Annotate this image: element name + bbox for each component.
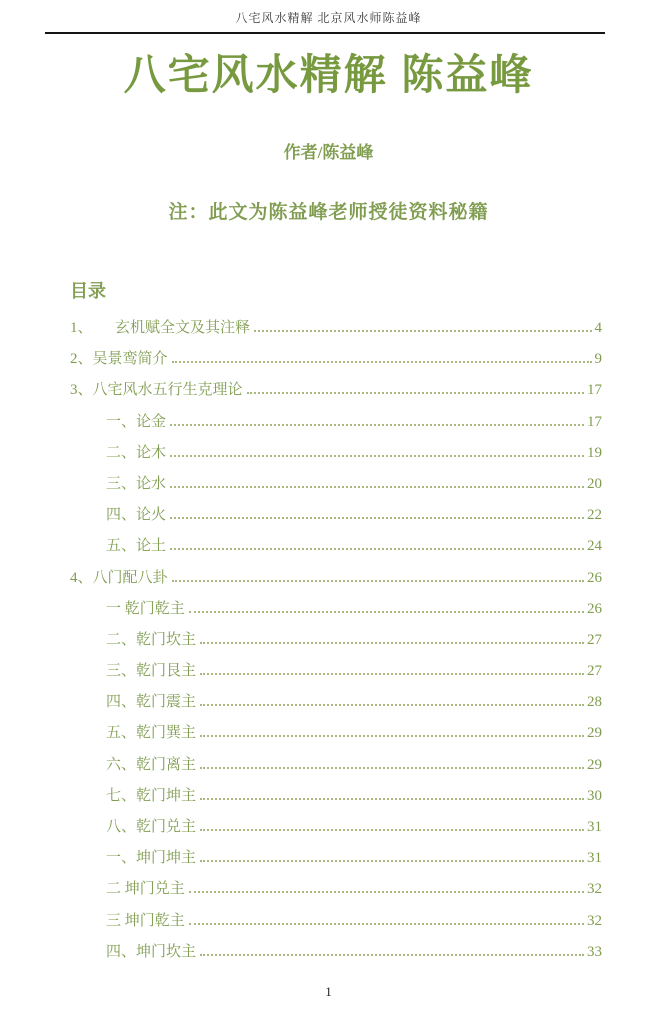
toc-entry-label: 二、乾门坎主	[106, 631, 197, 648]
toc-entry-label: 一、坤门坤主	[106, 850, 197, 867]
toc-entry-label: 三、乾门艮主	[106, 663, 197, 680]
toc-entry	[70, 344, 602, 375]
toc-entry-label: 一 乾门乾主	[106, 600, 185, 617]
page-number: 1	[325, 984, 332, 999]
toc-dotted-leader	[254, 328, 591, 332]
page-footer	[0, 983, 657, 1001]
toc-dotted-leader	[189, 609, 584, 613]
toc-entry-page-number: 24	[587, 538, 602, 555]
toc-dotted-leader	[200, 640, 584, 644]
toc-entry-label: 四、坤门坎主	[106, 943, 197, 960]
header-rule	[45, 32, 605, 34]
toc-entry-page-number: 26	[587, 600, 602, 617]
toc-dotted-leader	[170, 515, 584, 519]
toc-entry-label: 五、乾门巽主	[106, 725, 197, 742]
toc-entry-page-number: 32	[587, 881, 602, 898]
toc-entry	[70, 874, 602, 905]
toc-entry	[70, 781, 602, 812]
toc-entry-label: 四、乾门震主	[106, 694, 197, 711]
toc-entry-page-number: 30	[587, 787, 602, 804]
toc-entry	[70, 563, 602, 594]
toc-heading: 目录	[70, 281, 106, 301]
author-line: 作者/陈益峰	[283, 143, 374, 162]
toc-entry-label: 1、 玄机赋全文及其注释	[70, 320, 251, 336]
toc-entry-page-number: 26	[587, 569, 602, 586]
toc-entry-page-number: 17	[587, 382, 602, 399]
toc-entry-label: 一、论金	[106, 413, 167, 430]
toc-entry-label: 三 坤门乾主	[106, 912, 185, 929]
toc-entry	[70, 625, 602, 656]
page-title: 八宅风水精解 陈益峰	[123, 51, 534, 98]
toc-entry	[70, 906, 602, 937]
toc-entry-label: 2、吴景鸾简介	[70, 351, 168, 368]
toc-entry-page-number: 17	[587, 413, 602, 430]
toc-entry-page-number: 27	[587, 663, 602, 680]
toc-entry-page-number: 29	[587, 756, 602, 773]
toc-entry-label: 四、论火	[106, 507, 167, 524]
toc-dotted-leader	[247, 390, 584, 394]
toc-dotted-leader	[200, 796, 584, 800]
toc-entry-page-number: 29	[587, 725, 602, 742]
toc-entry-page-number: 31	[587, 819, 602, 835]
toc-dotted-leader	[189, 889, 584, 893]
toc-entry-page-number: 27	[587, 631, 602, 648]
toc-dotted-leader	[189, 921, 584, 925]
toc-entry-page-number: 28	[587, 694, 602, 711]
table-of-contents	[70, 313, 602, 968]
toc-dotted-leader	[172, 359, 592, 363]
toc-dotted-leader	[170, 453, 584, 457]
running-header	[0, 10, 657, 26]
toc-entry	[70, 375, 602, 406]
toc-entry-label: 二 坤门兑主	[106, 881, 185, 898]
toc-entry-page-number: 4	[594, 320, 602, 336]
toc-dotted-leader	[170, 546, 584, 550]
running-header-text: 八宅风水精解 北京风水师陈益峰	[235, 11, 422, 25]
toc-dotted-leader	[200, 702, 584, 706]
toc-entry-label: 3、八宅风水五行生克理论	[70, 382, 243, 399]
toc-entry-label: 五、论土	[106, 538, 167, 555]
toc-entry-label: 三、论水	[106, 475, 167, 492]
toc-entry	[70, 656, 602, 687]
toc-entry-page-number: 32	[587, 912, 602, 929]
toc-dotted-leader	[172, 578, 584, 582]
toc-entry	[70, 407, 602, 438]
toc-entry-page-number: 20	[587, 475, 602, 492]
toc-dotted-leader	[200, 671, 584, 675]
toc-entry-page-number: 22	[587, 507, 602, 524]
toc-entry-page-number: 19	[587, 444, 602, 461]
toc-dotted-leader	[200, 827, 584, 831]
toc-entry	[70, 750, 602, 781]
toc-dotted-leader	[200, 952, 584, 956]
toc-entry-label: 六、乾门离主	[106, 756, 197, 773]
toc-entry-page-number: 9	[594, 351, 602, 368]
toc-entry	[70, 500, 602, 531]
note-line: 注：此文为陈益峰老师授徒资料秘籍	[168, 202, 489, 223]
toc-entry	[70, 438, 602, 469]
toc-entry-label: 4、八门配八卦	[70, 569, 168, 586]
toc-dotted-leader	[170, 484, 584, 488]
toc-entry	[70, 937, 602, 968]
toc-entry	[70, 687, 602, 718]
toc-entry-page-number: 31	[587, 850, 602, 867]
toc-dotted-leader	[170, 422, 584, 426]
toc-entry	[70, 718, 602, 749]
toc-entry	[70, 313, 602, 344]
toc-dotted-leader	[200, 765, 584, 769]
toc-dotted-leader	[200, 733, 584, 737]
toc-entry	[70, 843, 602, 874]
toc-entry-label: 八、乾门兑主	[106, 819, 197, 835]
toc-entry-page-number: 33	[587, 943, 602, 960]
toc-entry	[70, 531, 602, 562]
toc-entry	[70, 469, 602, 500]
toc-entry-label: 七、乾门坤主	[106, 787, 197, 804]
toc-entry	[70, 812, 602, 843]
toc-dotted-leader	[200, 858, 584, 862]
toc-entry-label: 二、论木	[106, 444, 167, 461]
toc-entry	[70, 594, 602, 625]
